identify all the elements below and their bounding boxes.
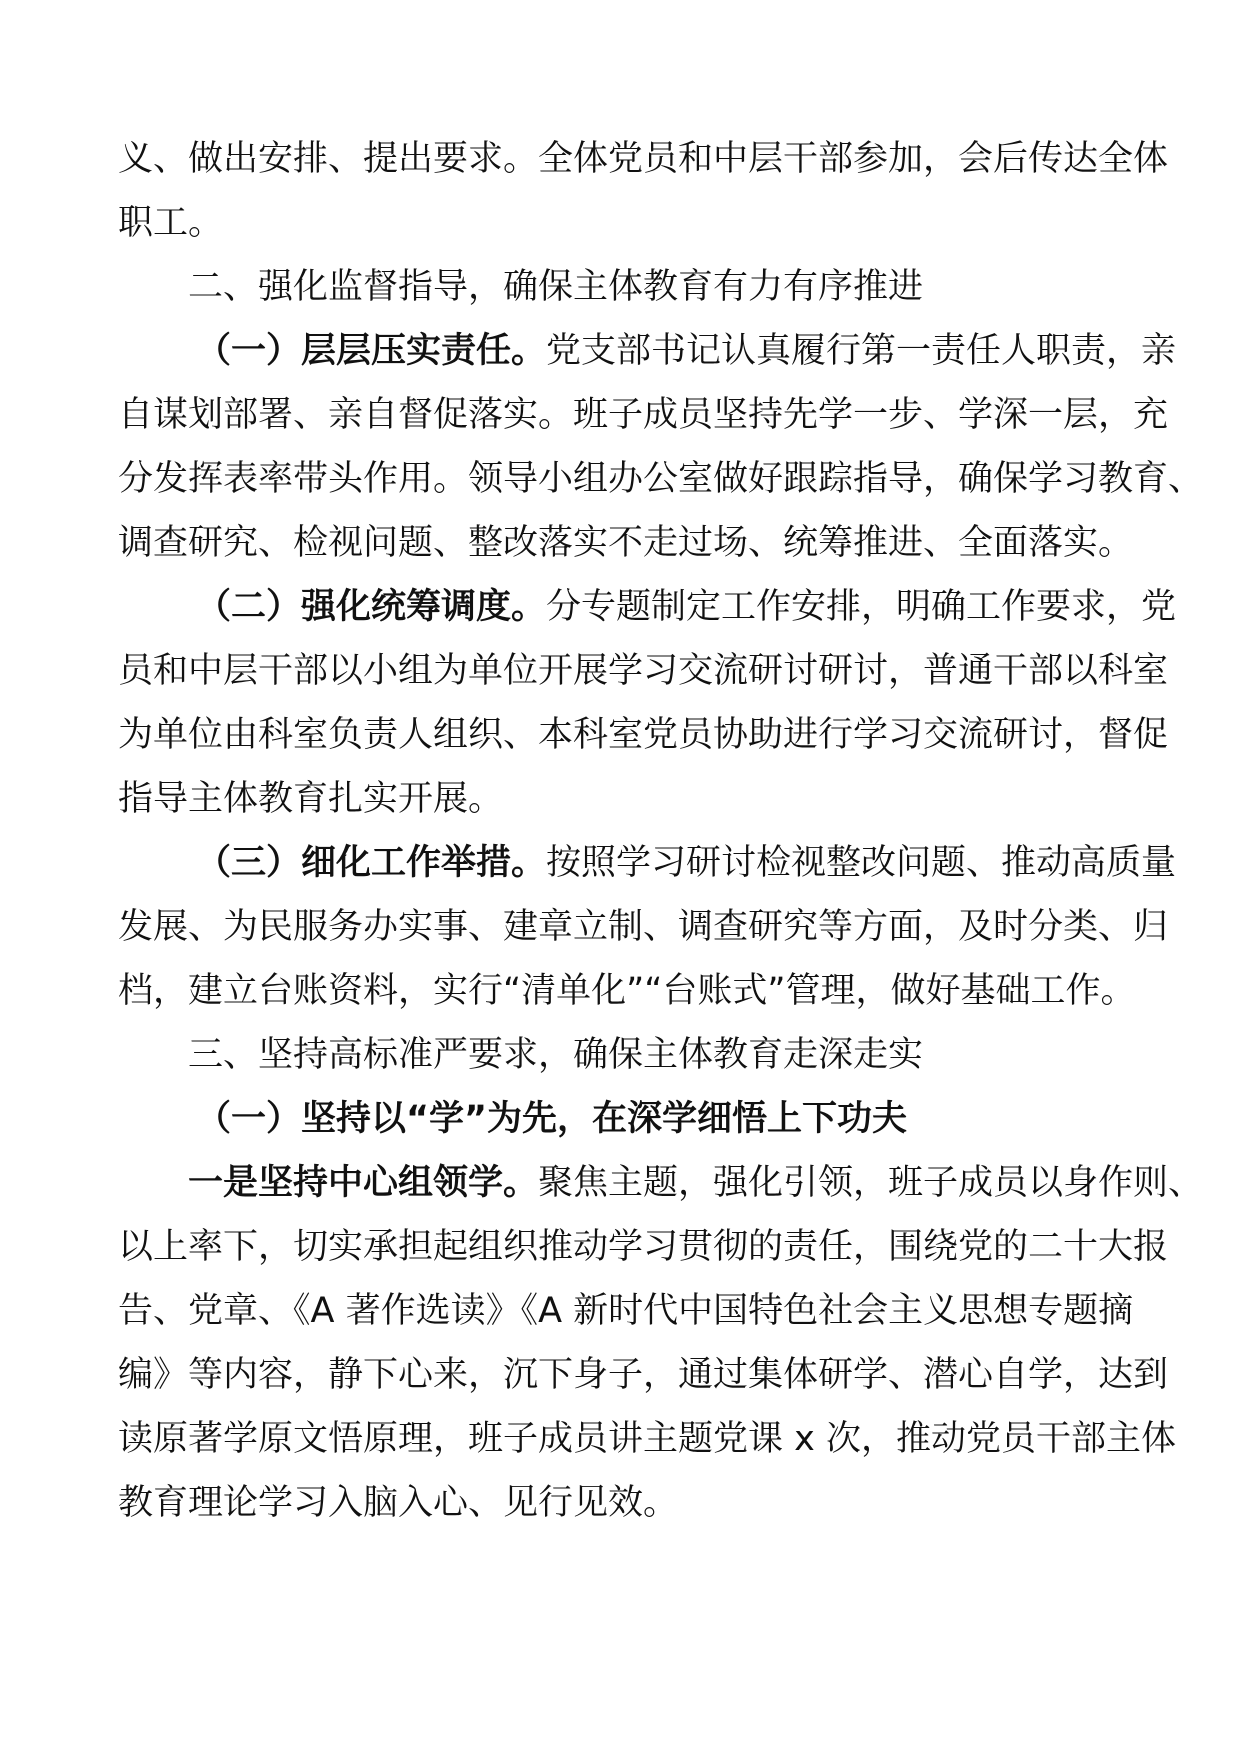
text-line: 编》等内容，静下心来，沉下身子，通过集体研学、潜心自学，达到 (118, 1355, 1169, 1395)
text-line: 义、做出安排、提出要求。全体党员和中层干部参加，会后传达全体 (118, 139, 1169, 179)
point-heading: 一是坚持中心组领学。 (188, 1163, 539, 1203)
section-heading: 三、坚持高标准严要求，确保主体教育走深走实 (188, 1035, 924, 1075)
subsection-heading: （二）强化统筹调度。 (196, 587, 547, 627)
section-heading: 二、强化监督指导，确保主体教育有力有序推进 (188, 267, 924, 307)
subsection-heading: （一）坚持以“学”为先，在深学细悟上下功夫 (196, 1099, 908, 1139)
text-line: 职工。 (118, 203, 224, 243)
subsection-paragraph-start: （二）强化统筹调度。分专题制定工作安排，明确工作要求，党 (196, 587, 1177, 627)
text-line: 教育理论学习入脑入心、见行见效。 (118, 1483, 679, 1523)
text-line: 读原著学原文悟原理，班子成员讲主题党课 x 次，推动党员干部主体 (118, 1419, 1176, 1459)
document-body (118, 127, 1204, 1535)
subsection-paragraph-start: （三）细化工作举措。按照学习研讨检视整改问题、推动高质量 (196, 843, 1177, 883)
text-line: 自谋划部署、亲自督促落实。班子成员坚持先学一步、学深一层，充 (118, 395, 1169, 435)
subsection-heading: （三）细化工作举措。 (196, 843, 547, 883)
text-line: 为单位由科室负责人组织、本科室党员协助进行学习交流研讨，督促 (118, 715, 1169, 755)
text-line: 调查研究、检视问题、整改落实不走过场、统筹推进、全面落实。 (118, 523, 1134, 563)
point-paragraph-start: 一是坚持中心组领学。聚焦主题，强化引领，班子成员以身作则、 (188, 1163, 1204, 1203)
text-line: 档，建立台账资料，实行“清单化”“台账式”管理，做好基础工作。 (118, 971, 1136, 1011)
text-line: 以上率下，切实承担起组织推动学习贯彻的责任，围绕党的二十大报 (118, 1227, 1169, 1267)
text-line: 员和中层干部以小组为单位开展学习交流研讨研讨，普通干部以科室 (118, 651, 1169, 691)
text-line: 指导主体教育扎实开展。 (118, 779, 504, 819)
text-line: 分发挥表率带头作用。领导小组办公室做好跟踪指导，确保学习教育、 (118, 459, 1204, 499)
text-line: 发展、为民服务办实事、建章立制、调查研究等方面，及时分类、归 (118, 907, 1169, 947)
subsection-heading-line (118, 1087, 1130, 1151)
subsection-heading: （一）层层压实责任。 (196, 331, 547, 371)
text-line: 告、党章、《A 著作选读》《A 新时代中国特色社会主义思想专题摘 (118, 1291, 1134, 1331)
subsection-paragraph-start: （一）层层压实责任。党支部书记认真履行第一责任人职责，亲 (196, 331, 1177, 371)
